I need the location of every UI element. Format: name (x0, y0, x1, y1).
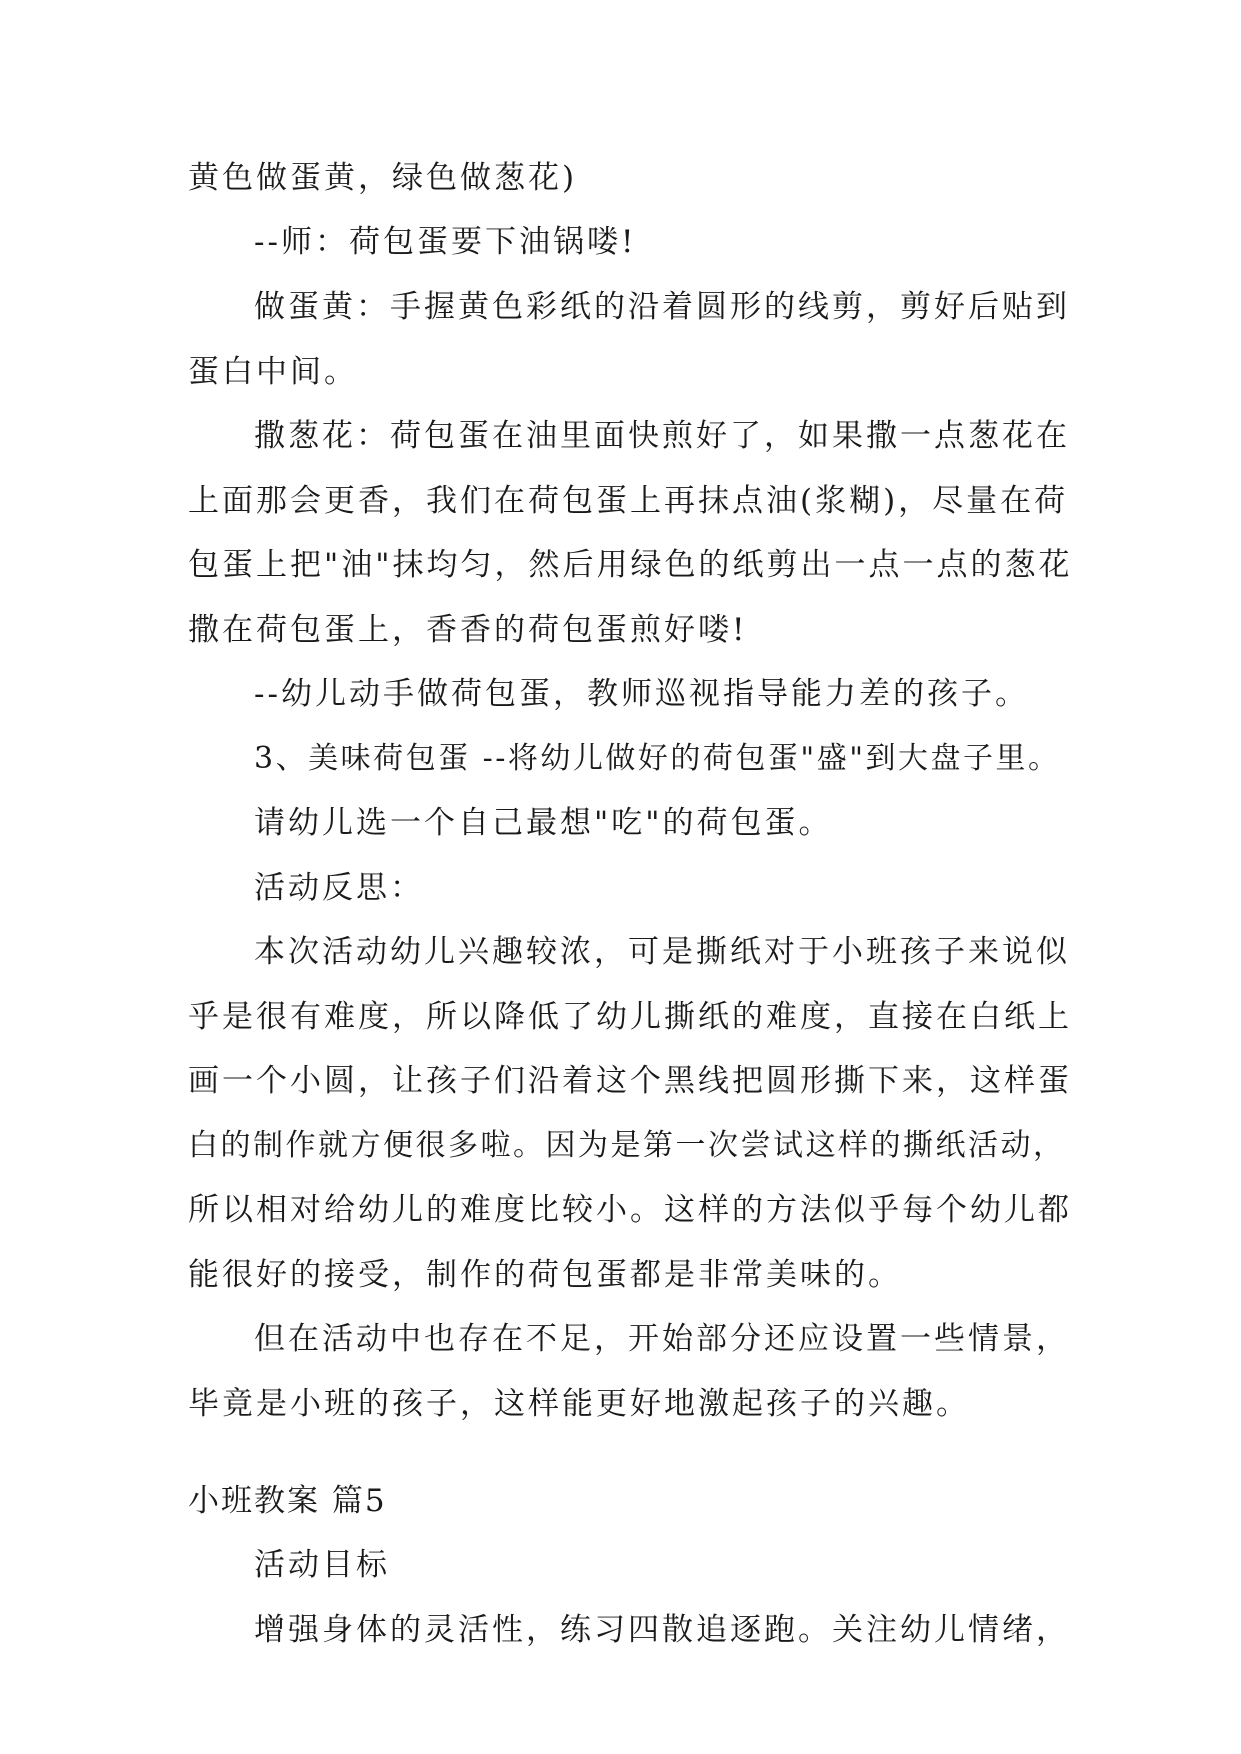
section-subheading: 活动目标 (254, 1547, 390, 1583)
text-line: 请幼儿选一个自己最想"吃"的荷包蛋。 (254, 805, 833, 841)
text-line: 白的制作就方便很多啦。因为是第一次尝试这样的撕纸活动， (188, 1128, 1066, 1163)
text-line: 增强身体的灵活性，练习四散追逐跑。关注幼儿情绪， (254, 1612, 1070, 1648)
text-line: 3、美味荷包蛋 --将幼儿做好的荷包蛋"盛"到大盘子里。 (254, 741, 1061, 776)
text-line: 做蛋黄：手握黄色彩纸的沿着圆形的线剪，剪好后贴到 (254, 289, 1070, 325)
text-line: 撒在荷包蛋上，香香的荷包蛋煎好喽! (188, 612, 748, 648)
text-line: 包蛋上把"油"抹均匀，然后用绿色的纸剪出一点一点的葱花 (188, 547, 1073, 583)
text-line: 上面那会更香，我们在荷包蛋上再抹点油(浆糊)，尽量在荷 (188, 483, 1069, 519)
text-line: 乎是很有难度，所以降低了幼儿撕纸的难度，直接在白纸上 (188, 999, 1072, 1035)
text-line: 黄色做蛋黄，绿色做葱花) (188, 160, 578, 196)
section-heading: 小班教案 篇5 (188, 1483, 387, 1519)
text-line: 但在活动中也存在不足，开始部分还应设置一些情景， (254, 1321, 1070, 1357)
text-line: 毕竟是小班的孩子，这样能更好地激起孩子的兴趣。 (188, 1386, 970, 1422)
text-line: 本次活动幼儿兴趣较浓，可是撕纸对于小班孩子来说似 (254, 934, 1070, 970)
section-subheading: 活动反思： (254, 870, 424, 906)
text-line: 撒葱花：荷包蛋在油里面快煎好了，如果撒一点葱花在 (254, 418, 1070, 454)
text-line: --幼儿动手做荷包蛋，教师巡视指导能力差的孩子。 (254, 676, 1029, 712)
text-line: 画一个小圆，让孩子们沿着这个黑线把圆形撕下来，这样蛋 (188, 1063, 1072, 1099)
text-line: 所以相对给幼儿的难度比较小。这样的方法似乎每个幼儿都 (188, 1192, 1072, 1228)
text-line: 蛋白中间。 (188, 354, 358, 390)
text-line: 能很好的接受，制作的荷包蛋都是非常美味的。 (188, 1257, 902, 1293)
text-line: --师：荷包蛋要下油锅喽! (254, 224, 637, 260)
